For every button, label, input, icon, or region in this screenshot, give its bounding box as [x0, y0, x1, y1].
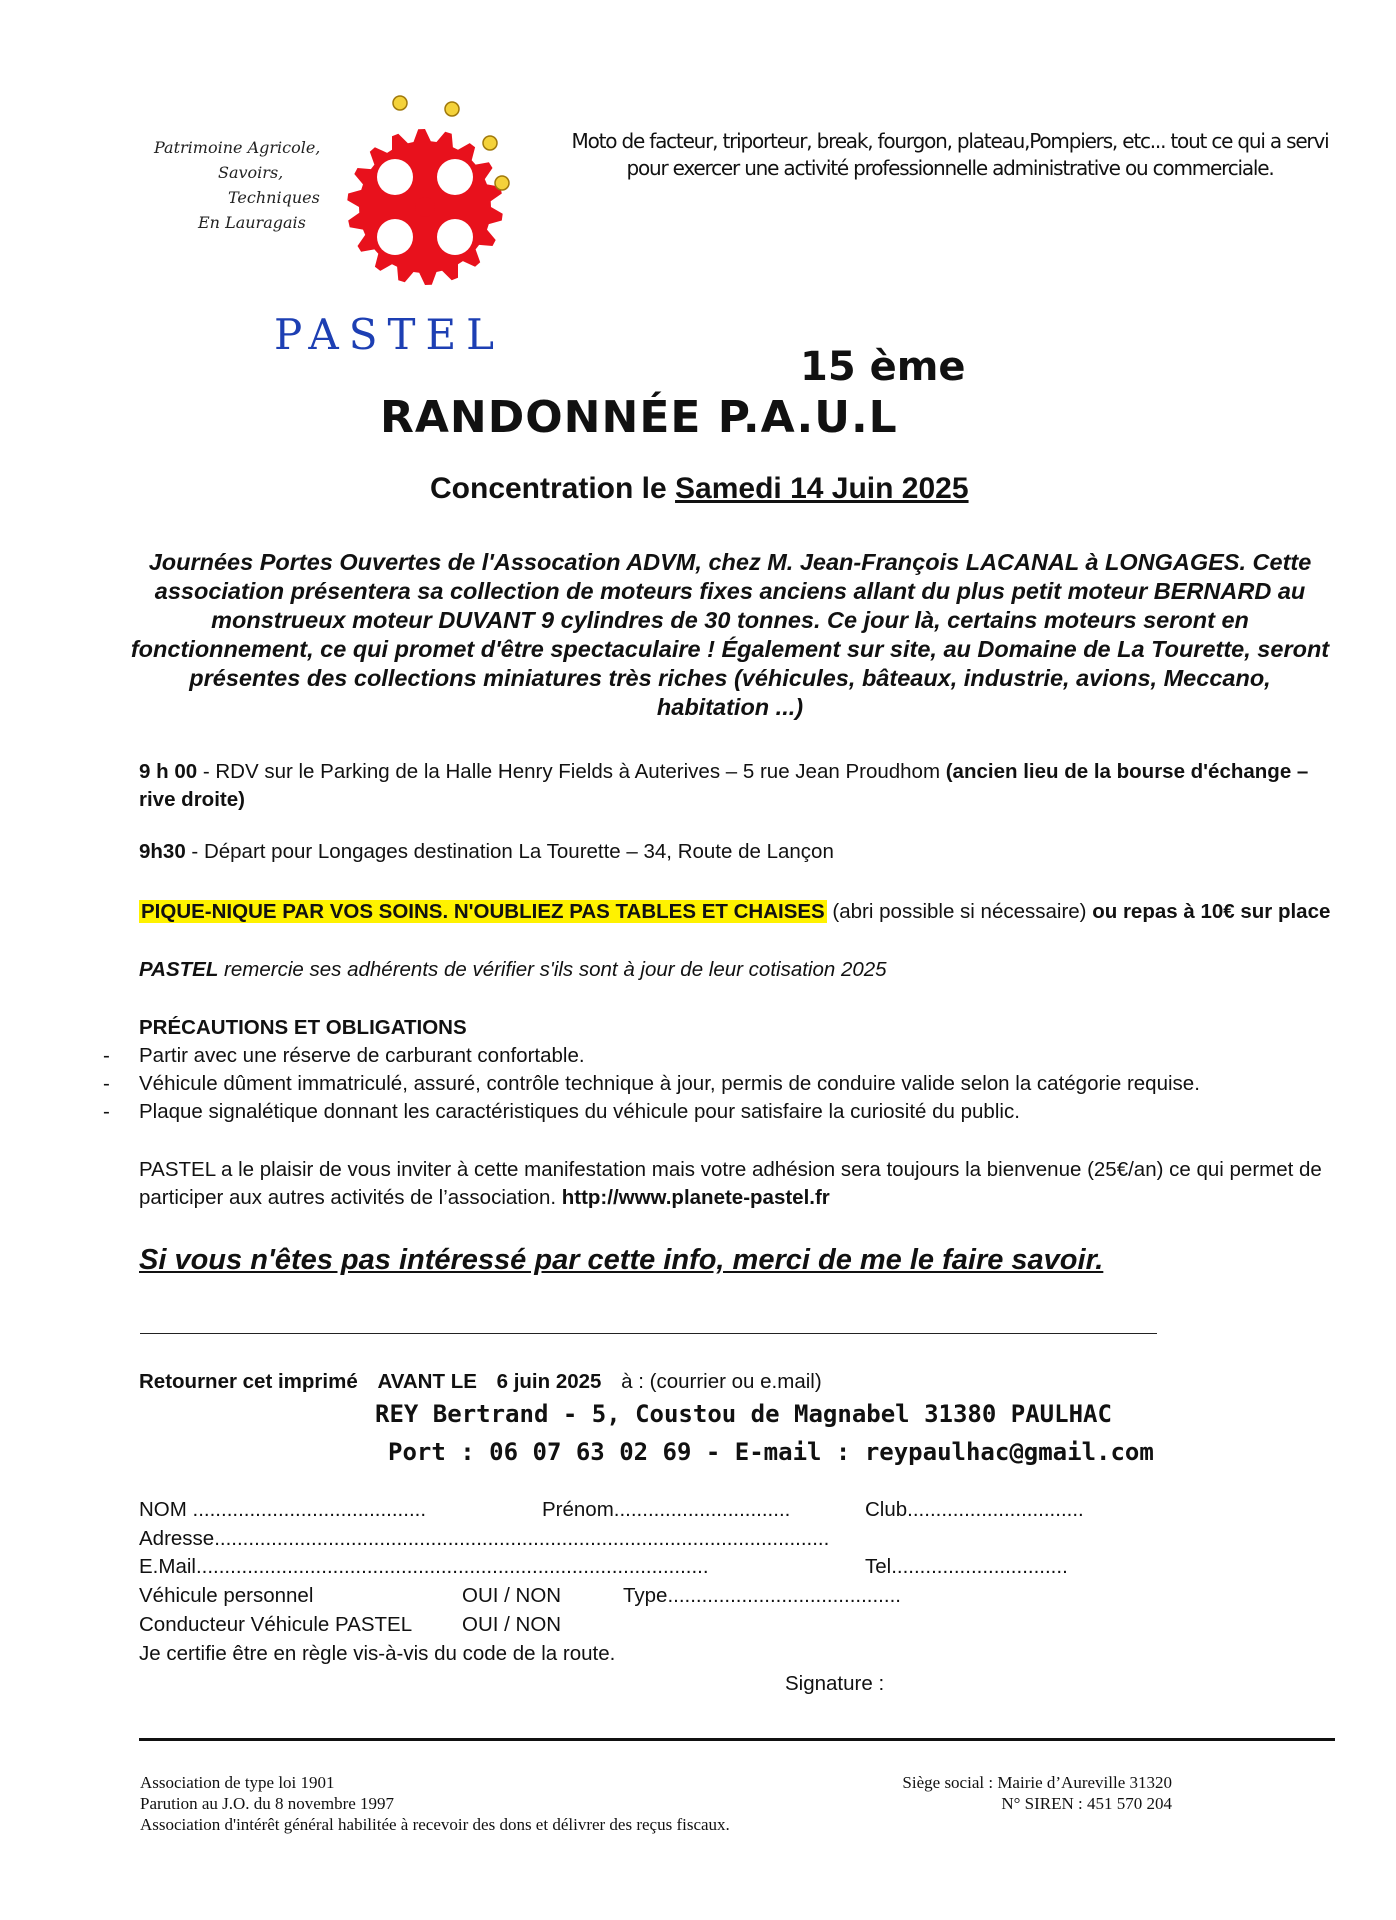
cross-pommel	[445, 102, 459, 116]
event-date: Samedi 14 Juin 2025	[675, 472, 969, 505]
return-contact: Port : 06 07 63 02 69 - E-mail : reypaulhac@gmail.com	[388, 1438, 1154, 1466]
picnic-line	[139, 898, 1379, 926]
edition-number: 15 ème	[800, 344, 966, 390]
precautions-heading: PRÉCAUTIONS ET OBLIGATIONS	[139, 1016, 467, 1039]
logo-tagline-line: En Lauragais	[198, 213, 306, 232]
cross-pommel	[495, 176, 509, 190]
cross-hole	[437, 159, 473, 195]
tel-field[interactable]: Tel...............................	[865, 1555, 1068, 1578]
footer-registration	[842, 1772, 1172, 1814]
cross-hole	[377, 219, 413, 255]
cross-hole	[377, 159, 413, 195]
certification-statement: Je certifie être en règle vis-à-vis du code de la route.	[139, 1642, 616, 1665]
invitation-paragraph	[139, 1156, 1339, 1212]
club-field[interactable]: Club...............................	[865, 1498, 1084, 1521]
schedule-text: - Départ pour Longages destination La Tourette – 34, Route de Lançon	[185, 840, 834, 863]
occitan-cross-gear-icon	[330, 95, 530, 305]
reminder-org: PASTEL	[139, 958, 219, 981]
conducteur-label: Conducteur Véhicule PASTEL	[139, 1613, 413, 1636]
precautions-list	[139, 1042, 1339, 1126]
conducteur-choice[interactable]: OUI / NON	[462, 1613, 562, 1636]
logo-tagline-line: Patrimoine Agricole,	[154, 138, 321, 157]
intro-paragraph: Journées Portes Ouvertes de l'Assocation ADVM, chez M. Jean-François LACANAL à LONGAGES. Cette association présentera sa collection de moteurs fixes anciens allant du plus petit moteur BERNARD au monstrueux moteur DUVANT 9 cylindres de 30 tonnes. Ce jour là, certains moteurs seront en fonctionnement, ce qui promet d'être spectaculaire ! Également sur site, au Domaine de La Tourette, seront présentes des collections miniatures très riches (véhicules, bâteaux, industrie, avions, Meccano, habitation ...)	[130, 549, 1330, 720]
return-address: REY Bertrand - 5, Coustou de Magnabel 31380 PAULHAC	[375, 1400, 1112, 1428]
cross-center	[415, 197, 435, 217]
picnic-highlight: PIQUE-NIQUE PAR VOS SOINS. N'OUBLIEZ PAS TABLES ET CHAISES	[141, 900, 825, 923]
schedule-time: 9 h 00	[139, 760, 198, 783]
return-label: Retourner cet imprimé	[139, 1370, 358, 1393]
signature-field[interactable]: Signature :	[785, 1672, 885, 1695]
event-date-prefix: Concentration le	[430, 472, 667, 505]
reminder-text: remercie ses adhérents de vérifier s'ils sont à jour de leur cotisation 2025	[218, 958, 887, 981]
logo-name: PASTEL	[274, 310, 505, 359]
footer-legal	[140, 1772, 730, 1835]
event-date-line	[430, 472, 969, 506]
website-link[interactable]: http://www.planete-pastel.fr	[561, 1186, 830, 1209]
type-field[interactable]: Type.........................................	[623, 1584, 901, 1607]
email-field[interactable]: E.Mail..........................................................................................	[139, 1555, 709, 1578]
list-item: - Partir avec une réserve de carburant confortable.	[139, 1042, 1339, 1070]
picnic-note: (abri possible si nécessaire)	[826, 900, 1093, 923]
membership-reminder	[139, 956, 1339, 984]
adresse-field[interactable]: Adresse............................................................................................................	[139, 1527, 830, 1550]
divider	[139, 1738, 1335, 1741]
vehicule-label: Véhicule personnel	[139, 1584, 314, 1607]
footer-line: Association d'intérêt général habilitée à recevoir des dons et délivrer des reçus fiscaux.	[140, 1815, 730, 1834]
cross-pommel	[393, 96, 407, 110]
precautions-section	[139, 1014, 1339, 1126]
return-instruction	[139, 1370, 822, 1394]
footer-line: Parution au J.O. du 8 novembre 1997	[140, 1794, 395, 1813]
logo-tagline-line: Techniques	[228, 188, 320, 207]
cross-pommel	[483, 136, 497, 150]
invitation-text: PASTEL a le plaisir de vous inviter à cette manifestation mais votre adhésion sera toujours la bienvenue (25€/an) ce qui permet de participer aux autres activités de l’association.	[139, 1158, 1322, 1209]
return-deadline: 6 juin 2025	[496, 1370, 602, 1393]
return-to: à : (courrier ou e.mail)	[621, 1370, 822, 1393]
list-item: - Plaque signalétique donnant les caractéristiques du véhicule pour satisfaire la curiosité du public.	[139, 1098, 1339, 1126]
prenom-field[interactable]: Prénom...............................	[542, 1498, 791, 1521]
logo-tagline-line: Savoirs,	[218, 163, 284, 182]
vehicle-types-note: Moto de facteur, triporteur, break, fourgon, plateau,Pompiers, etc... tout ce qui a servi pour exercer une activité professionnelle administrative ou commerciale.	[571, 129, 1329, 180]
cross-hole	[437, 219, 473, 255]
schedule-item	[139, 758, 1339, 814]
pastel-logo	[150, 95, 570, 365]
divider	[140, 1333, 1157, 1334]
page-title: RANDONNÉE P.A.U.L	[380, 392, 898, 443]
schedule-item	[139, 838, 1339, 866]
footer-line: Association de type loi 1901	[140, 1773, 335, 1792]
list-item: - Véhicule dûment immatriculé, assuré, contrôle technique à jour, permis de conduire valide selon la catégorie requise.	[139, 1070, 1339, 1098]
return-before: AVANT LE	[377, 1370, 477, 1393]
unsubscribe-notice: Si vous n'êtes pas intéressé par cette info, merci de me le faire savoir.	[139, 1244, 1104, 1276]
footer-line: N° SIREN : 451 570 204	[1001, 1794, 1172, 1813]
picnic-meal: ou repas à 10€ sur place	[1092, 900, 1331, 923]
footer-line: Siège social : Mairie d’Aureville 31320	[902, 1773, 1172, 1792]
schedule-time: 9h30	[139, 840, 186, 863]
nom-field[interactable]: NOM .........................................	[139, 1498, 427, 1521]
schedule-text: - RDV sur le Parking de la Halle Henry Fields à Auterives – 5 rue Jean Proudhom	[197, 760, 946, 783]
vehicule-choice[interactable]: OUI / NON	[462, 1584, 562, 1607]
schedule-note: (ancien lieu de la bourse d'échange – rive droite)	[139, 760, 1309, 811]
